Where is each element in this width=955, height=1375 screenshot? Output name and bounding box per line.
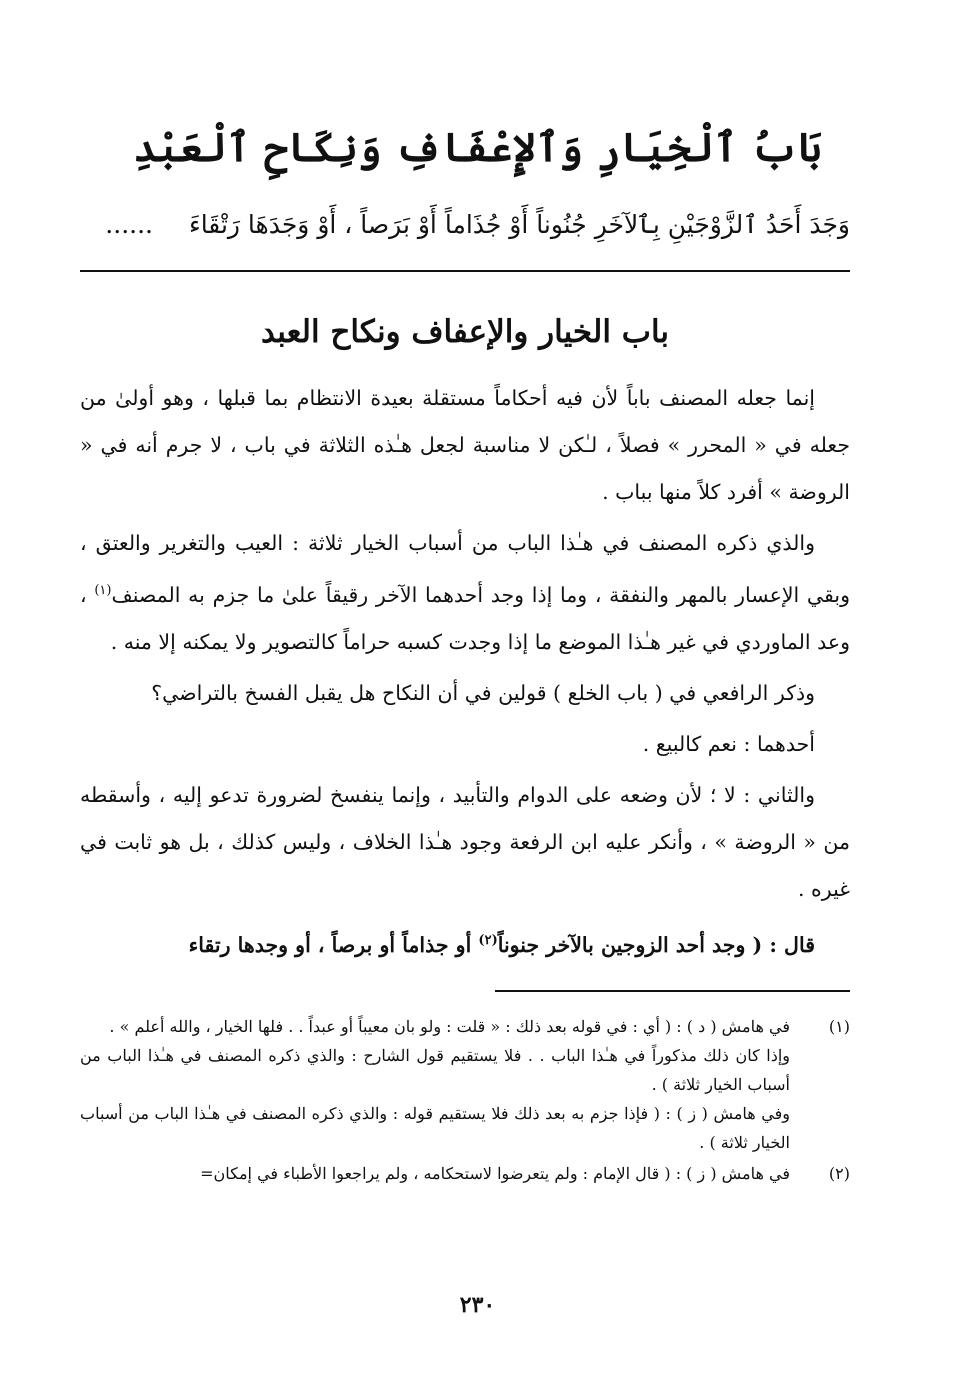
paragraph-2-part-a: والذي ذكره المصنف في هـٰذا الباب من أسباب الخيار ثلاثة : العيب والتغرير والعتق ، وبقي الإعسار بالمهر والنفقة ، وما إذا وجد أحدهما الآخر رقيقاً علىٰ ما جزم به المصنف	[80, 531, 850, 607]
footnote-1	[80, 1012, 850, 1157]
footnotes-section	[80, 1012, 850, 1190]
footnote-text-extra: وإذا كان ذلك مذكوراً في هـٰذا الباب . . فلا يستقيم قول الشارح : والذي ذكره المصنف في هـٰذا الباب من أسباب الخيار ثلاثة ) .	[80, 1046, 790, 1094]
footnote-text: في هامش ( ز ) : ( قال الإمام : ولم يتعرضوا لاستحكامه ، ولم يراجعوا الأطباء في إمكان=	[200, 1164, 790, 1183]
paragraph-2-part-b: ، وعد الماوردي في غير هـٰذا الموضع ما إذا وجدت كسبه حراماً كالتصوير ولا يمكنه إلا منه .	[80, 582, 850, 654]
paragraph-1: إنما جعله المصنف باباً لأن فيه أحكاماً مستقلة بعيدة الانتظام بما قبلها ، وهو أولىٰ من جعله في « المحرر » فصلاً ، لـٰكن لا مناسبة لجعل هـٰذه الثلاثة في باب ، لا جرم أنه في « الروضة » أفرد كلاً منها بباب .	[80, 386, 850, 504]
matn-chapter-title: بَابُ ٱلْخِيَارِ وَٱلإِعْفَافِ وَنِكَاحِ ٱلْعَبْدِ	[133, 124, 822, 171]
matn-text-line	[80, 200, 850, 250]
paragraph-4: أحدهما : نعم كالبيع .	[642, 731, 815, 756]
paragraph-3: وذكر الرافعي في ( باب الخلع ) قولين في أن النكاح هل يقبل الفسخ بالتراضي؟	[151, 680, 815, 705]
footnote-divider	[495, 990, 850, 992]
page-number: ٢٣٠	[459, 1292, 496, 1318]
footnote-ref-1[interactable]: (١)	[94, 583, 112, 598]
footnote-text: في هامش ( د ) : ( أي : في قوله بعد ذلك : « قلت : ولو بان معيباً أو عبداً . . فلها الخيار ، والله أعلم » .	[109, 1017, 790, 1036]
footnote-text-extra: وفي هامش ( ز ) : ( فإذا جزم به بعد ذلك فلا يستقيم قوله : والذي ذكره المصنف في هـٰذا الباب من أسباب الخيار ثلاثة ) .	[80, 1104, 790, 1152]
footnote-number: (٢)	[828, 1164, 850, 1183]
matn-text: وَجَدَ أَحَدُ ٱلزَّوْجَيْنِ بِٱلآخَرِ جُنُوناً أَوْ جُذَاماً أَوْ بَرَصاً ، أَوْ وَجَدَهَا رَتْقَاءَ	[188, 210, 850, 239]
commentary-body	[80, 375, 850, 973]
quote-prefix: قال : ( وجد أحد الزوجين بالآخر جنوناً	[497, 932, 815, 957]
paragraph-2	[80, 520, 850, 666]
header-divider	[80, 270, 850, 272]
footnote-number: (١)	[828, 1017, 850, 1036]
chapter-title: باب الخيار والإعفاف ونكاح العبد	[260, 314, 670, 350]
matn-quote	[80, 917, 850, 969]
quote-suffix: أو جذاماً أو برصاً ، أو وجدها رتقاء	[188, 932, 472, 957]
paragraph-5: والثاني : لا ؛ لأن وضعه على الدوام والتأبيد ، وإنما ينفسخ لضرورة تدعو إليه ، وأسقطه من « الروضة » ، وأنكر عليه ابن الرفعة وجود هـٰذا الخلاف ، وليس كذلك ، بل هو ثابت في غيره .	[80, 782, 850, 901]
footnote-ref-2[interactable]: (٢)	[478, 932, 498, 948]
footnote-2	[80, 1159, 850, 1188]
matn-ellipsis: ......	[105, 210, 153, 239]
